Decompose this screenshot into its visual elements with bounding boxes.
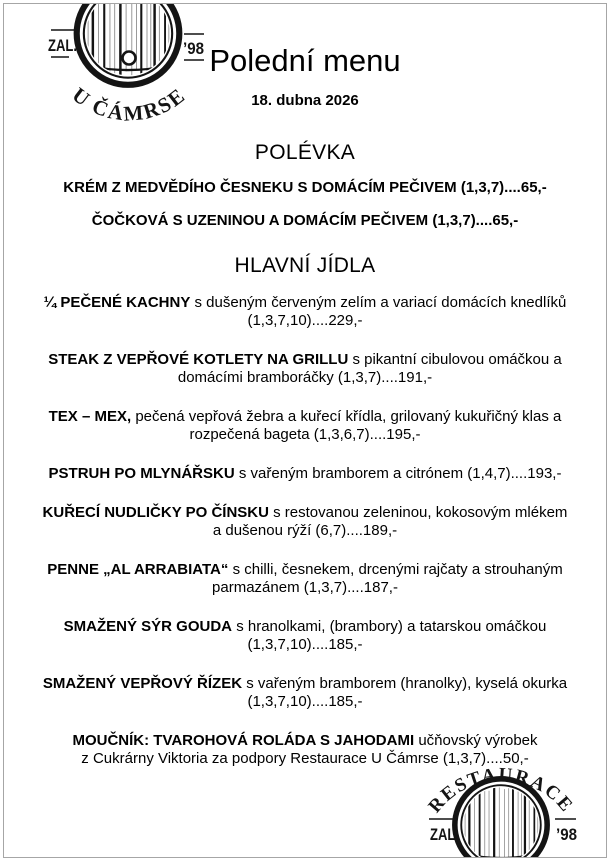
item-line-1 bbox=[0, 561, 610, 579]
item-line-2: z Cukrárny Viktoria za podpory Restaurace U Čámrse (1,3,7)....50,- bbox=[81, 750, 529, 767]
menu-item bbox=[0, 561, 610, 597]
item-description: s dušeným červeným zelím a variací domácích knedlíků bbox=[194, 294, 567, 311]
item-name: SMAŽENÝ SÝR GOUDA bbox=[63, 618, 233, 635]
item-line-2: rozpečená bageta (1,3,6,7)....195,- bbox=[189, 426, 421, 443]
menu-item bbox=[0, 294, 610, 330]
item-name: STEAK Z VEPŘOVÉ KOTLETY NA GRILLU bbox=[48, 351, 349, 368]
menu-item bbox=[0, 179, 610, 197]
menu-item bbox=[0, 465, 610, 483]
item-line-1 bbox=[0, 732, 610, 750]
section-heading: HLAVNÍ JÍDLA bbox=[234, 254, 376, 277]
established-year: ’98 bbox=[183, 39, 204, 58]
item-line-1 bbox=[0, 675, 610, 693]
item-description: s restovanou zeleninou, kokosovým mlékem bbox=[273, 504, 568, 521]
menu-item bbox=[0, 618, 610, 654]
menu-section bbox=[0, 141, 610, 230]
established-label: ZAL. bbox=[430, 825, 459, 844]
page-title: Polední menu bbox=[209, 43, 401, 78]
item-line-1 bbox=[0, 212, 610, 230]
section-items bbox=[0, 179, 610, 230]
item-line-2: (1,3,7,10)....229,- bbox=[247, 312, 363, 329]
menu-item bbox=[0, 408, 610, 444]
item-line-1 bbox=[0, 179, 610, 197]
established-label: ZAL. bbox=[48, 36, 77, 55]
menu-item bbox=[0, 212, 610, 230]
menu-item bbox=[0, 351, 610, 387]
barrel-logo-icon bbox=[420, 752, 605, 857]
item-name: PSTRUH PO MLYNÁŘSKU bbox=[48, 465, 235, 482]
menu-item bbox=[0, 675, 610, 711]
item-line-2: (1,3,7,10)....185,- bbox=[247, 693, 363, 710]
item-name: KUŘECÍ NUDLIČKY PO ČÍNSKU bbox=[42, 504, 269, 521]
menu-section bbox=[0, 254, 610, 768]
item-description: s pikantní cibulovou omáčkou a bbox=[352, 351, 562, 368]
menu-item bbox=[0, 504, 610, 540]
item-description: učňovský výrobek bbox=[418, 732, 538, 749]
item-line-2: a dušenou rýží (6,7)....189,- bbox=[212, 522, 398, 539]
section-heading: POLÉVKA bbox=[254, 141, 356, 164]
item-line-1 bbox=[0, 408, 610, 426]
item-name: ČOČKOVÁ S UZENINOU A DOMÁCÍM PEČIVEM (1,3,7)....65,- bbox=[91, 212, 519, 229]
item-line-2: domácími bramboráčky (1,3,7)....191,- bbox=[177, 369, 433, 386]
restaurant-type-curved: RESTAURACE bbox=[424, 764, 578, 818]
item-description: s hranolkami, (brambory) a tatarskou omáčkou bbox=[236, 618, 547, 635]
item-name: ¼ PEČENÉ KACHNY bbox=[43, 294, 191, 311]
restaurant-name-curved: U ČÁMRSE bbox=[67, 82, 191, 126]
item-line-1 bbox=[0, 351, 610, 369]
item-line-1 bbox=[0, 504, 610, 522]
restaurant-logo-bottom bbox=[420, 752, 605, 857]
item-line-2: parmazánem (1,3,7)....187,- bbox=[212, 579, 398, 596]
item-line-2: (1,3,7,10)....185,- bbox=[247, 636, 363, 653]
menu-sections bbox=[0, 141, 610, 789]
item-line-1 bbox=[0, 465, 610, 483]
item-description: pečená vepřová žebra a kuřecí křídla, grilovaný kukuřičný klas a bbox=[135, 408, 562, 425]
item-description: s vařeným bramborem (hranolky), kyselá okurka bbox=[246, 675, 568, 692]
item-name: TEX – MEX, bbox=[48, 408, 132, 425]
item-name: SMAŽENÝ VEPŘOVÝ ŘÍZEK bbox=[42, 675, 243, 692]
section-items bbox=[0, 294, 610, 768]
established-year: ’98 bbox=[556, 825, 577, 844]
item-line-1 bbox=[0, 618, 610, 636]
item-name: PENNE „AL ARRABIATA“ bbox=[47, 561, 229, 578]
item-name: KRÉM Z MEDVĚDÍHO ČESNEKU S DOMÁCÍM PEČIVEM (1,3,7)....65,- bbox=[63, 179, 547, 196]
established-year-bottom bbox=[555, 819, 577, 844]
item-name: MOUČNÍK: TVAROHOVÁ ROLÁDA S JAHODAMI bbox=[72, 732, 415, 749]
item-description: s chilli, česnekem, drcenými rajčaty a strouhaným bbox=[232, 561, 563, 578]
menu-date: 18. dubna 2026 bbox=[251, 92, 359, 109]
item-line-1 bbox=[0, 294, 610, 312]
item-description: s vařeným bramborem a citrónem (1,4,7)....193,- bbox=[238, 465, 562, 482]
